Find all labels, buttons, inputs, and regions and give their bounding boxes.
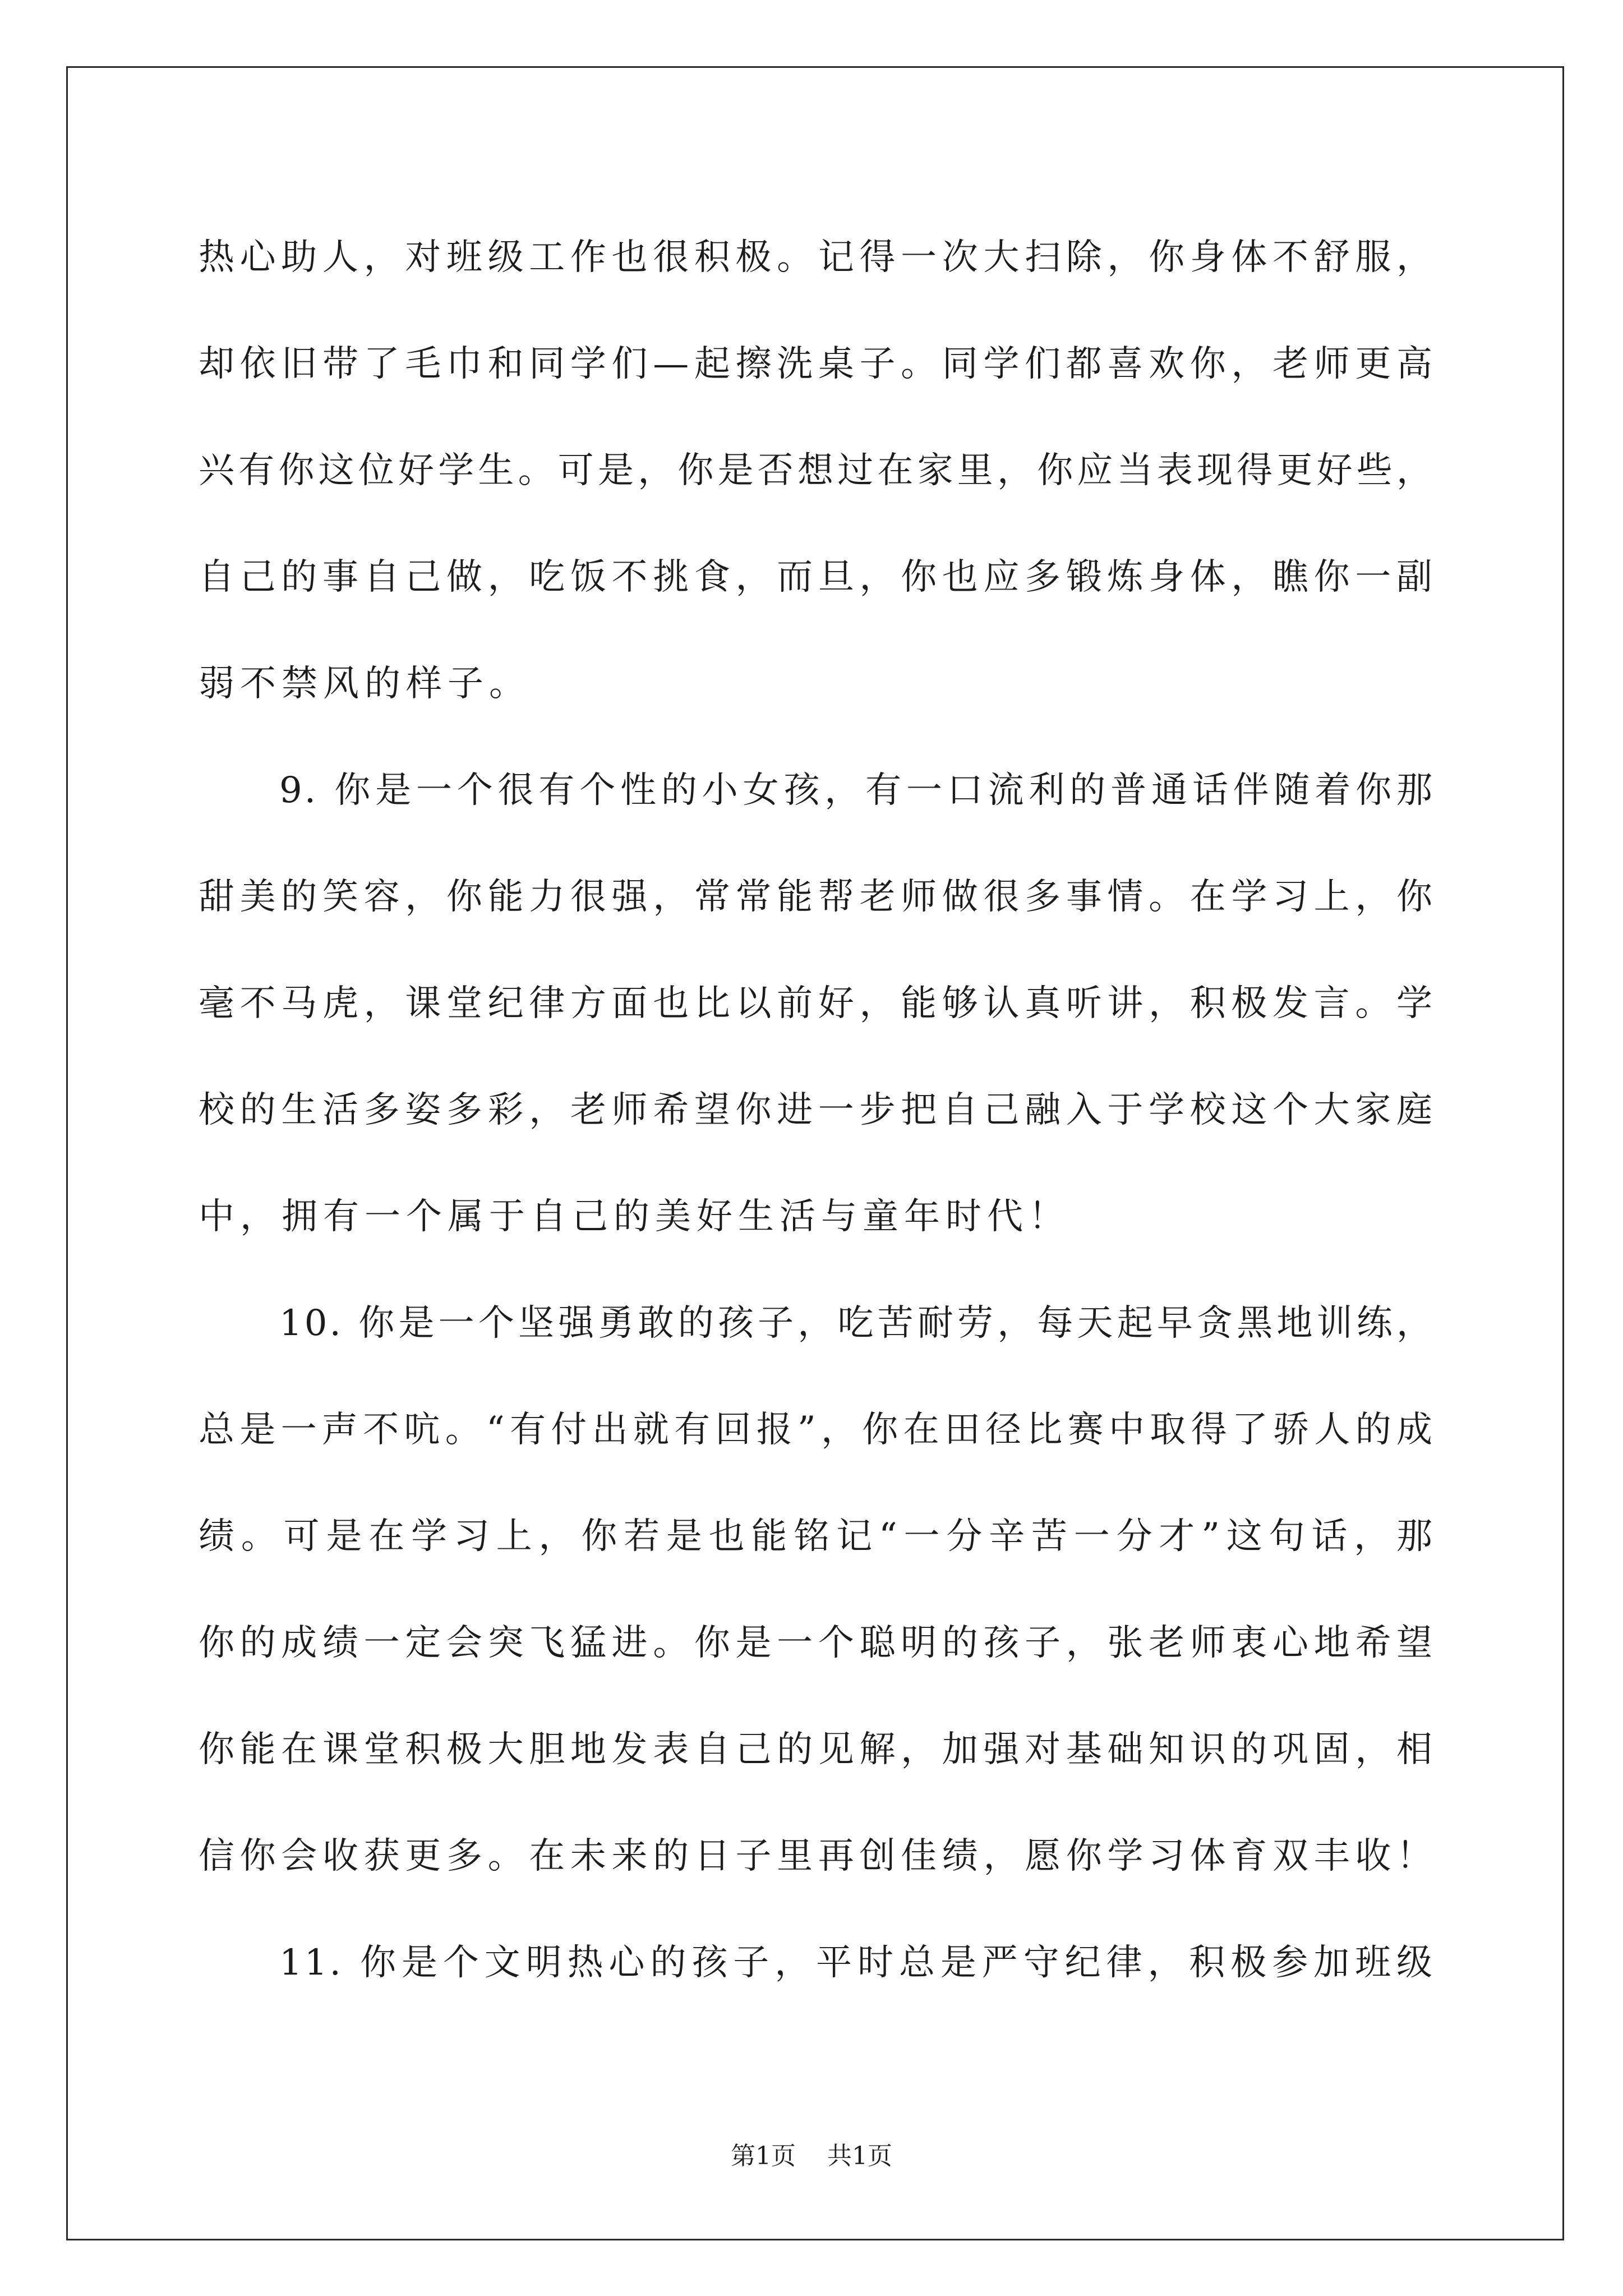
text-line: 绩。可是在学习上，你若是也能铭记“一分辛苦一分才”这句话，那 bbox=[199, 1516, 1435, 1557]
text-line: 甜美的笑容，你能力很强，常常能帮老师做很多事情。在学习上，你 bbox=[199, 876, 1435, 918]
paragraph bbox=[199, 1910, 1435, 2016]
text-line: 中，拥有一个属于自己的美好生活与童年时代！ bbox=[199, 1196, 1070, 1237]
text-line: 热心助人，对班级工作也很积极。记得一次大扫除，你身体不舒服， bbox=[199, 237, 1435, 278]
text-line: 弱不禁风的样子。 bbox=[199, 663, 531, 705]
total-pages-label: 共1页 bbox=[827, 2142, 892, 2170]
text-line: 总是一声不吭。“有付出就有回报”，你在田径比赛中取得了骄人的成 bbox=[199, 1409, 1435, 1451]
page-footer bbox=[0, 2139, 1623, 2173]
paragraph bbox=[199, 737, 1435, 1270]
text-line: 自己的事自己做，吃饭不挑食，而旦，你也应多锻炼身体，瞧你一副 bbox=[199, 556, 1435, 598]
paragraph bbox=[199, 1270, 1435, 1910]
text-line: 却依旧带了毛巾和同学们—起擦洗桌子。同学们都喜欢你，老师更高 bbox=[199, 343, 1435, 385]
text-line: 11. 你是个文明热心的孩子，平时总是严守纪律，积极参加班级 bbox=[279, 1942, 1435, 1984]
text-line: 9. 你是一个很有个性的小女孩，有一口流利的普通话伴随着你那 bbox=[279, 770, 1435, 811]
text-line: 毫不马虎，课堂纪律方面也比以前好，能够认真听讲，积极发言。学 bbox=[199, 983, 1435, 1024]
text-line: 校的生活多姿多彩，老师希望你进一步把自己融入于学校这个大家庭 bbox=[199, 1089, 1435, 1131]
document-body bbox=[199, 204, 1435, 2016]
current-page-label: 第1页 bbox=[731, 2142, 796, 2170]
text-line: 10. 你是一个坚强勇敢的孩子，吃苦耐劳，每天起早贪黑地训练， bbox=[279, 1303, 1435, 1344]
text-line: 信你会收获更多。在未来的日子里再创佳绩，愿你学习体育双丰收！ bbox=[199, 1835, 1435, 1877]
text-line: 你能在课堂积极大胆地发表自己的见解，加强对基础知识的巩固，相 bbox=[199, 1729, 1435, 1770]
paragraph bbox=[199, 204, 1435, 737]
text-line: 你的成绩一定会突飞猛进。你是一个聪明的孩子，张老师衷心地希望 bbox=[199, 1622, 1435, 1664]
text-line: 兴有你这位好学生。可是，你是否想过在家里，你应当表现得更好些， bbox=[199, 450, 1435, 491]
